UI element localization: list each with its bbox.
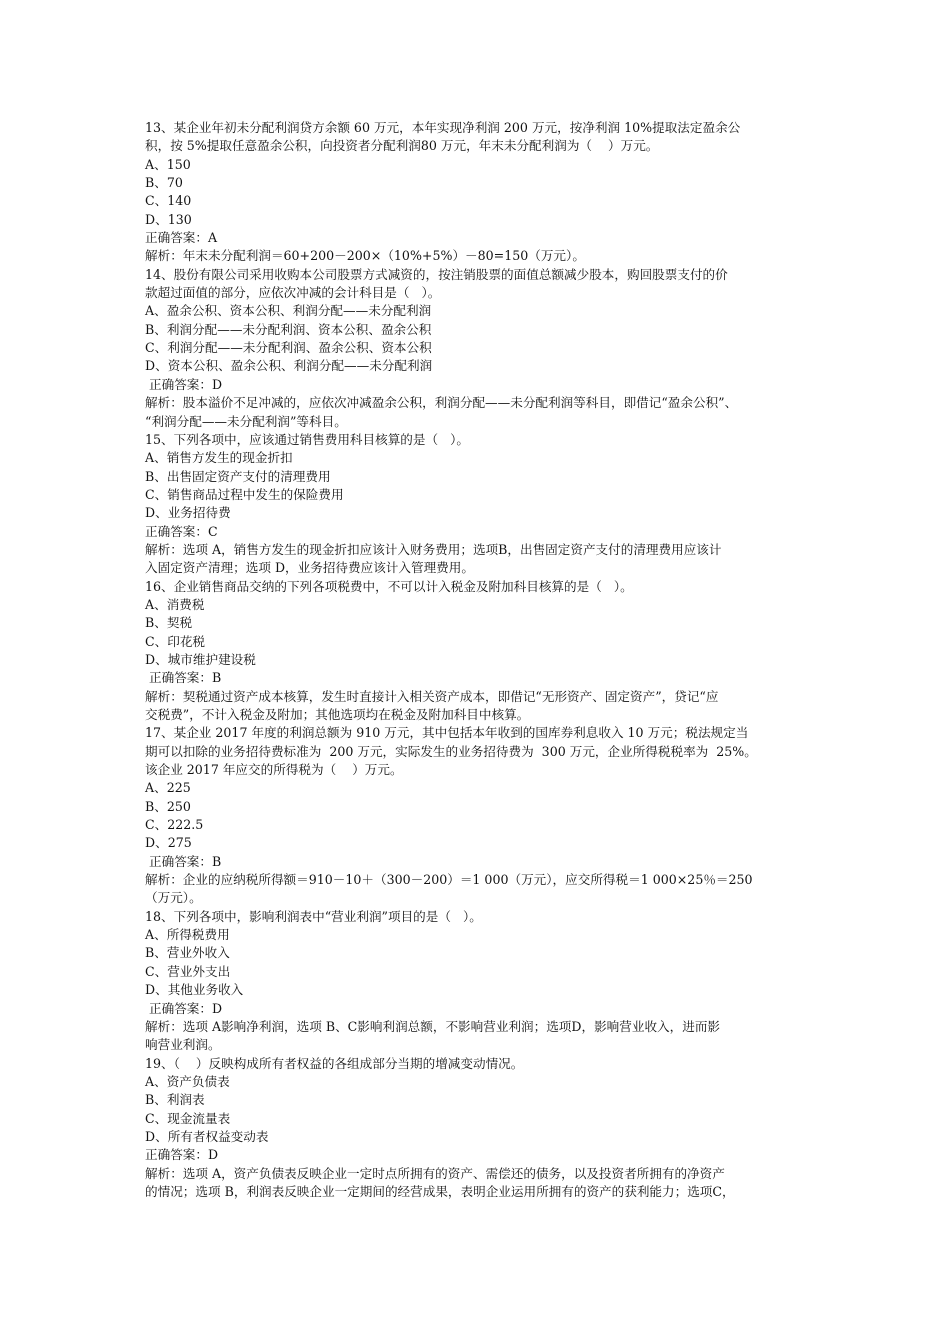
text-line: 的情况；选项 B，利润表反映企业一定期间的经营成果，表明企业运用所拥有的资产的获利能力；选项C， <box>145 1183 735 1199</box>
text-line: 16、企业销售商品交纳的下列各项税费中，不可以计入税金及附加科目核算的是（ ）。 <box>145 578 633 594</box>
text-line: B、营业外收入 <box>145 945 230 961</box>
text-line: 解析：契税通过资产成本核算，发生时直接计入相关资产成本，即借记“无形资产、固定资产”，贷记“应 <box>145 688 719 704</box>
text-line: C、印花税 <box>145 633 206 649</box>
text-line: B、利润分配——未分配利润、资本公积、盈余公积 <box>145 321 432 337</box>
text-line: 解析：选项 A，资产负债表反映企业一定时点所拥有的资产、需偿还的债务，以及投资者所拥有的净资产 <box>145 1165 725 1181</box>
text-line: 积，按 5%提取任意盈余公积，向投资者分配利润80 万元，年末未分配利润为（ ）万元。 <box>145 138 659 154</box>
text-line: A、销售方发生的现金折扣 <box>145 450 293 466</box>
text-line: 交税费”，不计入税金及附加；其他选项均在税金及附加科目中核算。 <box>145 707 530 722</box>
text-line: C、140 <box>145 193 192 209</box>
text-line: 响营业利润。 <box>145 1037 221 1053</box>
text-line: 正确答案：B <box>145 853 222 869</box>
text-line: “利润分配——未分配利润”等科目。 <box>145 413 347 429</box>
text-line: B、70 <box>145 175 183 191</box>
text-line: D、130 <box>145 211 192 227</box>
text-line: C、销售商品过程中发生的保险费用 <box>145 486 344 502</box>
text-line: D、所有者权益变动表 <box>145 1128 269 1144</box>
text-line: B、250 <box>145 798 191 814</box>
text-line: 解析：股本溢价不足冲减的，应依次冲减盈余公积，利润分配——未分配利润等科目，即借记“盈余公积”、 <box>145 395 738 411</box>
text-line: A、225 <box>145 780 191 796</box>
text-line: A、150 <box>145 156 191 172</box>
text-line: 款超过面值的部分，应依次冲减的会计科目是（ ）。 <box>145 285 441 301</box>
text-line: A、资产负债表 <box>145 1073 230 1089</box>
text-line: 17、某企业 2017 年度的利润总额为 910 万元，其中包括本年收到的国库券利息收入 10 万元；税法规定当 <box>145 725 749 741</box>
text-line: 解析：企业的应纳税所得额＝910－10＋（300－200）＝1 000（万元），应交所得税＝1 000×25％＝250 <box>145 872 753 888</box>
text-line: 解析：选项 A影响净利润，选项 B、C影响利润总额，不影响营业利润；选项D，影响营业收入，进而影 <box>145 1018 721 1034</box>
text-line: 正确答案：A <box>145 230 218 246</box>
text-line: C、利润分配——未分配利润、盈余公积、资本公积 <box>145 340 432 356</box>
text-line: D、资本公积、盈余公积、利润分配——未分配利润 <box>145 358 433 374</box>
text-line: （万元）。 <box>145 890 202 906</box>
text-line: B、出售固定资产支付的清理费用 <box>145 468 331 484</box>
text-line: 15、下列各项中，应该通过销售费用科目核算的是（ ）。 <box>145 431 469 447</box>
text-line: 18、下列各项中，影响利润表中“营业利润”项目的是（ ）。 <box>145 908 482 924</box>
text-line: 正确答案：C <box>145 523 218 539</box>
text-line: 正确答案：D <box>145 1147 219 1163</box>
text-line: B、利润表 <box>145 1092 205 1108</box>
text-line: A、盈余公积、资本公积、利润分配——未分配利润 <box>145 303 432 319</box>
text-line: D、其他业务收入 <box>145 982 244 998</box>
text-line: 入固定资产清理；选项 D，业务招待费应该计入管理费用。 <box>145 560 474 576</box>
text-line: C、营业外支出 <box>145 963 231 979</box>
text-line: D、业务招待费 <box>145 505 231 521</box>
text-line: 正确答案：D <box>145 1000 223 1016</box>
text-line: 14、股份有限公司采用收购本公司股票方式减资的，按注销股票的面值总额减少股本，购回股票支付的价 <box>145 266 728 282</box>
text-line: 13、某企业年初未分配利润贷方余额 60 万元，本年实现净利润 200 万元，按净利润 10%提取法定盈余公 <box>145 120 741 135</box>
text-line: A、消费税 <box>145 596 205 612</box>
text-line: 解析：选项 A，销售方发生的现金折扣应该计入财务费用；选项B，出售固定资产支付的清理费用应该计 <box>145 541 722 557</box>
text-line: 该企业 2017 年应交的所得税为（ ）万元。 <box>145 762 403 778</box>
text-line: D、城市维护建设税 <box>145 651 256 667</box>
text-line: 解析：年末未分配利润＝60+200－200×（10%+5%）－80=150（万元）。 <box>145 248 585 264</box>
text-line: 19、（ ）反映构成所有者权益的各组成部分当期的增减变动情况。 <box>145 1055 524 1071</box>
text-line: 正确答案：B <box>145 670 222 686</box>
text-line: 正确答案：D <box>145 376 223 392</box>
text-line: 期可以扣除的业务招待费标准为 200 万元，实际发生的业务招待费为 300 万元，企业所得税税率为 25%。 <box>145 743 757 759</box>
text-line: A、所得税费用 <box>145 927 230 943</box>
text-line: B、契税 <box>145 615 193 631</box>
text-line: C、222.5 <box>145 817 204 833</box>
document-body <box>145 119 825 1201</box>
text-line: D、275 <box>145 835 192 851</box>
text-line: C、现金流量表 <box>145 1110 231 1126</box>
